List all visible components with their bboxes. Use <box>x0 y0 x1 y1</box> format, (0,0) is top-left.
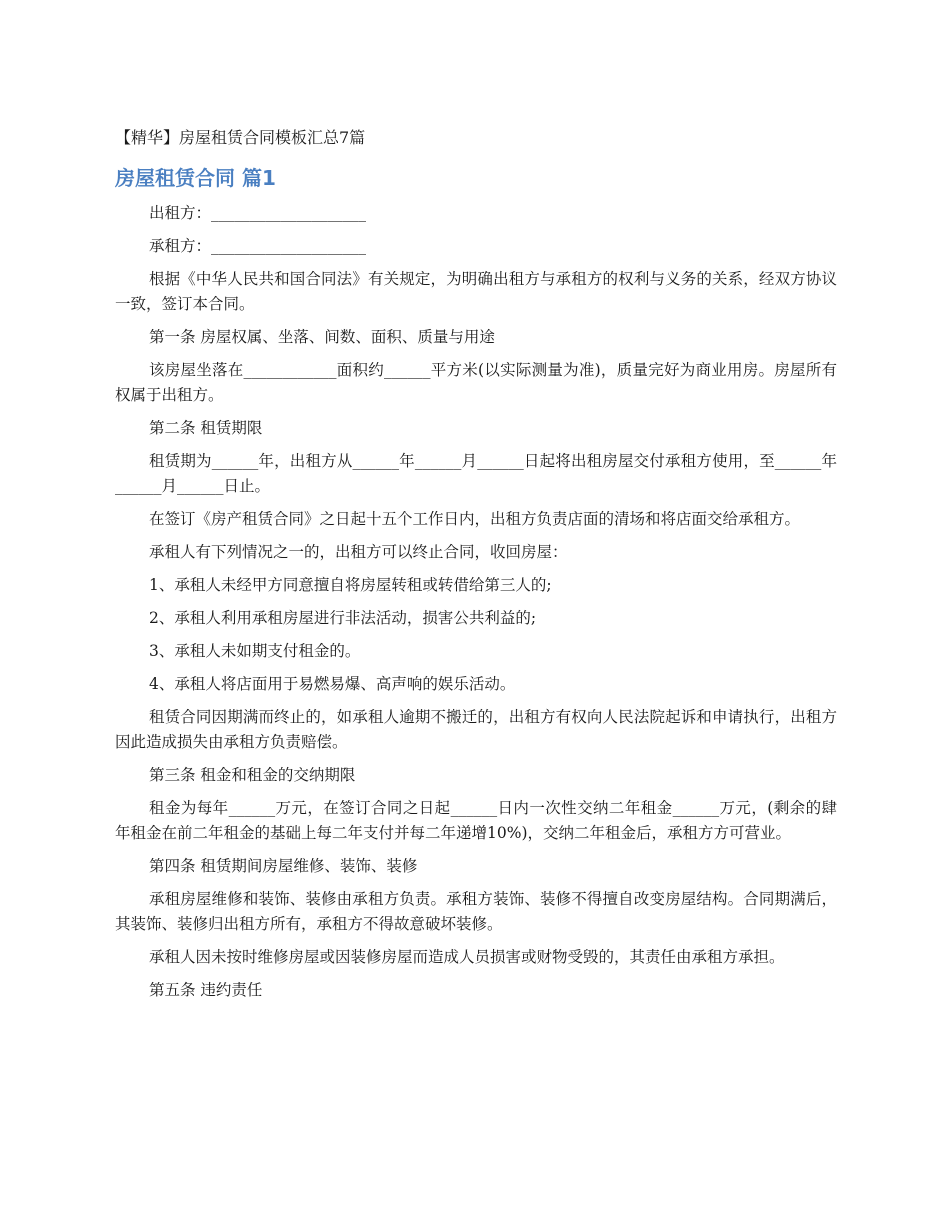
list-item: 4、承租人将店面用于易燃易爆、高声响的娱乐活动。 <box>149 675 516 693</box>
paragraph: 租赁期为______年，出租方从______年______月______日起将出租房屋交付承租方使用，至______年______月______日止。 <box>115 452 837 495</box>
paragraph-lessee: 承租方：____________________ <box>149 237 367 255</box>
article-heading-5: 第五条 违约责任 <box>149 981 263 999</box>
section-heading: 房屋租赁合同 篇1 <box>115 166 276 190</box>
paragraph-preamble: 根据《中华人民共和国合同法》有关规定，为明确出租方与承租方的权利与义务的关系，经双方协议一致，签订本合同。 <box>115 270 837 313</box>
paragraph: 承租人因未按时维修房屋或因装修房屋而造成人员损害或财物受毁的，其责任由承租方承担。 <box>149 948 785 966</box>
paragraph: 承租房屋维修和装饰、装修由承租方负责。承租方装饰、装修不得擅自改变房屋结构。合同期满后，其装饰、装修归出租方所有，承租方不得故意破坏装修。 <box>115 890 837 933</box>
list-item: 3、承租人未如期支付租金的。 <box>149 642 361 660</box>
paragraph: 租赁合同因期满而终止的，如承租人逾期不搬迁的，出租方有权向人民法院起诉和申请执行，出租方因此造成损失由承租方负责赔偿。 <box>115 708 837 751</box>
paragraph: 在签订《房产租赁合同》之日起十五个工作日内，出租方负责店面的清场和将店面交给承租方。 <box>149 510 801 528</box>
list-item: 1、承租人未经甲方同意擅自将房屋转租或转借给第三人的; <box>149 576 552 594</box>
article-heading-1: 第一条 房屋权属、坐落、间数、面积、质量与用途 <box>149 328 495 346</box>
paragraph: 承租人有下列情况之一的，出租方可以终止合同，收回房屋： <box>149 543 568 561</box>
article-heading-3: 第三条 租金和租金的交纳期限 <box>149 766 356 784</box>
list-item: 2、承租人利用承租房屋进行非法活动，损害公共利益的; <box>149 609 537 627</box>
article-heading-4: 第四条 租赁期间房屋维修、装饰、装修 <box>149 857 418 875</box>
article-heading-2: 第二条 租赁期限 <box>149 419 263 437</box>
paragraph: 该房屋坐落在____________面积约______平方米(以实际测量为准)，质量完好为商业用房。房屋所有权属于出租方。 <box>115 361 837 404</box>
paragraph: 租金为每年______万元，在签订合同之日起______日内一次性交纳二年租金______万元，(剩余的肆年租金在前二年租金的基础上每二年支付并每二年递增10%)，交纳二年租金后，承租方方可营业。 <box>115 799 837 842</box>
document-title: 【精华】房屋租赁合同模板汇总7篇 <box>115 128 366 147</box>
paragraph-lessor: 出租方：____________________ <box>149 204 367 222</box>
document-body <box>115 201 837 1011</box>
